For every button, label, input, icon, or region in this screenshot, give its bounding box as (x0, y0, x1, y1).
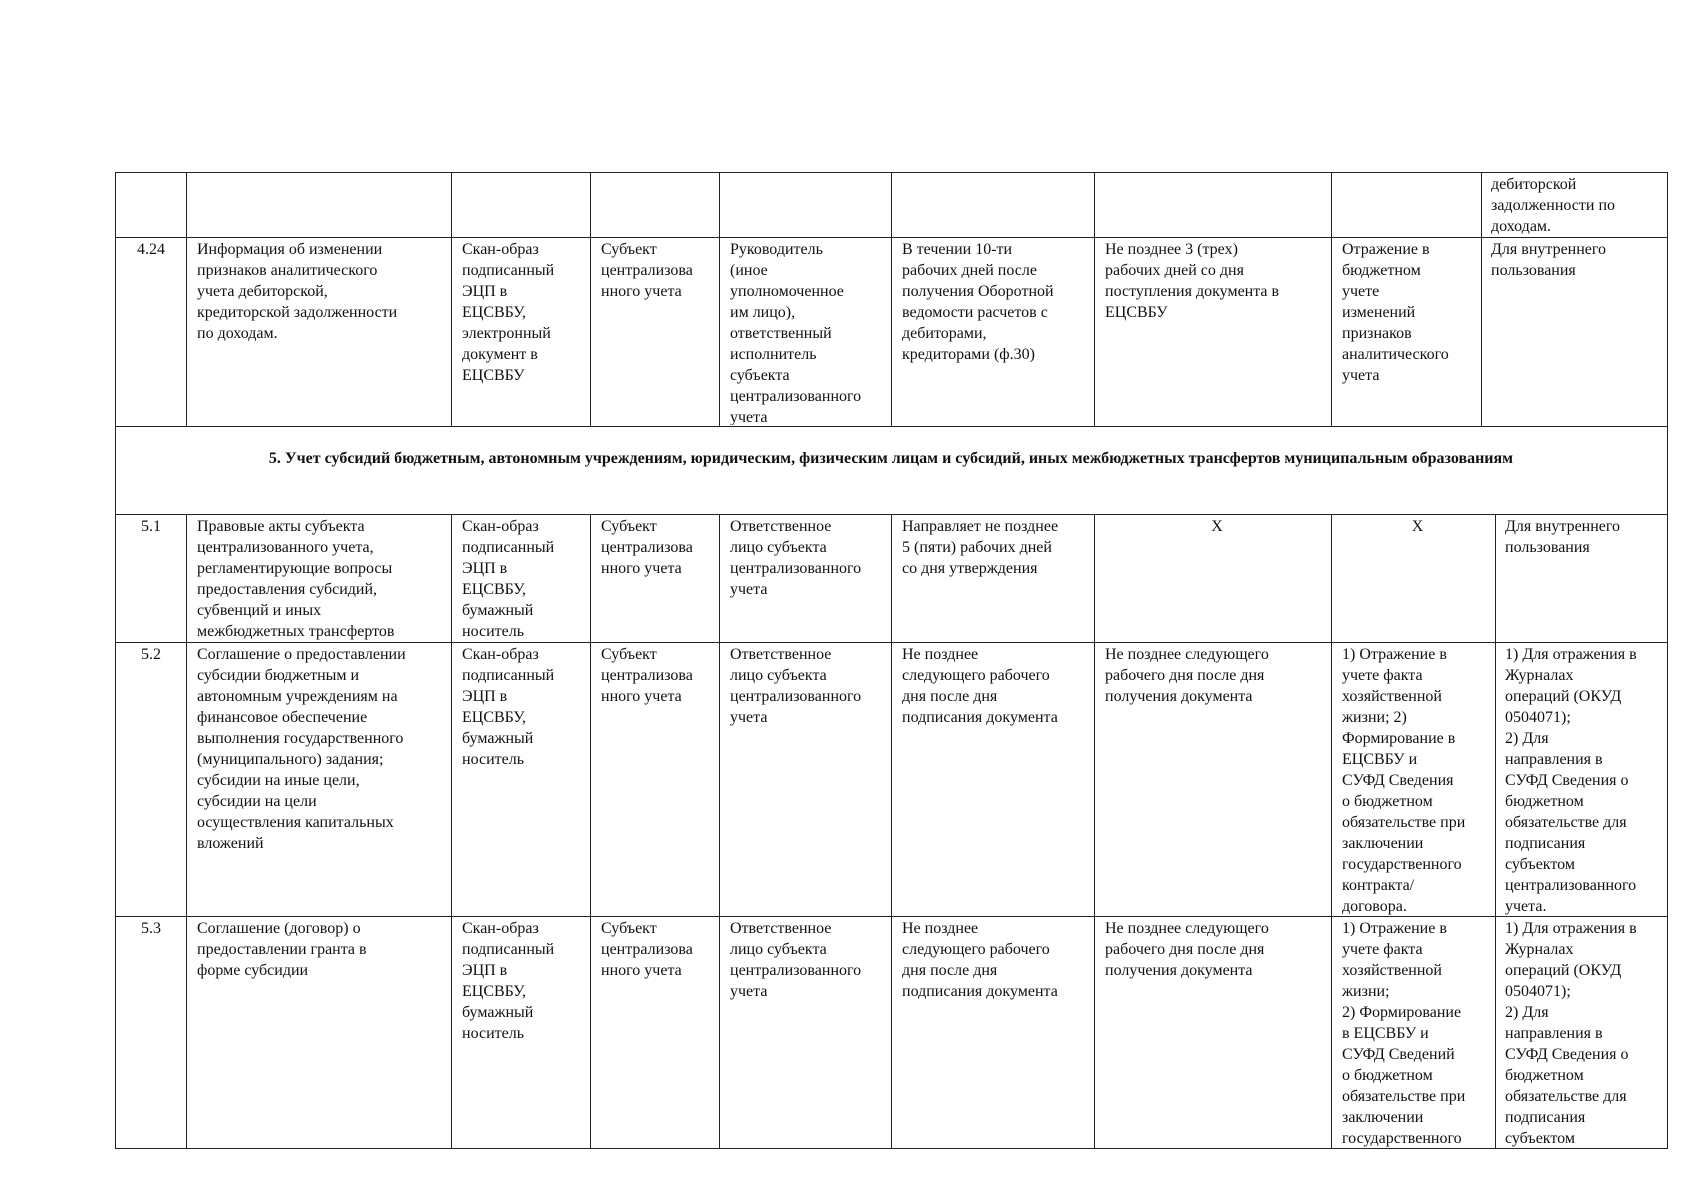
col-divider (891, 172, 892, 426)
cell-424-processing: Не позднее 3 (трех) рабочих дней со дня поступления документа в ЕЦСВБУ (1105, 241, 1280, 321)
col-divider (1481, 172, 1482, 426)
cell-424-number: 4.24 (137, 241, 165, 258)
cell-424-usage: Для внутреннего пользования (1491, 241, 1607, 279)
col-divider (719, 514, 720, 1148)
cell-52-number: 5.2 (141, 646, 161, 663)
cell-52-creator: Субъект централизова нного учета (601, 646, 693, 705)
col-divider (451, 514, 452, 1148)
cell-53-creator: Субъект централизова нного учета (601, 920, 693, 979)
cell-53-responsible: Ответственное лицо субъекта централизованного учета (730, 920, 862, 1000)
col-divider (719, 172, 720, 426)
cell-424-name: Информация об изменении признаков аналитического учета дебиторской, кредиторской задолженности по доходам. (197, 241, 398, 342)
cell-51-processing: X (1211, 518, 1223, 535)
cell-51-creator: Субъект централизова нного учета (601, 518, 693, 577)
cell-424-deadline: В течении 10-ти рабочих дней после получения Оборотной ведомости расчетов с дебиторами, кредиторами (ф.30) (902, 241, 1054, 363)
col-divider (891, 514, 892, 1148)
cell-424-form: Скан-образ подписанный ЭЦП в ЕЦСВБУ, электронный документ в ЕЦСВБУ (462, 241, 555, 384)
cell-52-responsible: Ответственное лицо субъекта централизованного учета (730, 646, 862, 726)
cell-51-deadline: Направляет не позднее 5 (пяти) рабочих дней со дня утверждения (902, 518, 1059, 577)
col-divider (186, 172, 187, 426)
cell-53-number: 5.3 (141, 920, 161, 937)
cell-51-usage: Для внутреннего пользования (1505, 518, 1621, 556)
cell-53-deadline: Не позднее следующего рабочего дня после дня подписания документа (902, 920, 1058, 1000)
cell-53-processing: Не позднее следующего рабочего дня после дня получения документа (1105, 920, 1269, 979)
col-divider (1331, 172, 1332, 426)
cell-53-form: Скан-образ подписанный ЭЦП в ЕЦСВБУ, бумажный носитель (462, 920, 555, 1042)
col-divider (1331, 514, 1332, 1148)
cell-51-purpose: X (1411, 518, 1424, 535)
table-border-bottom (115, 1148, 1668, 1149)
col-divider (1094, 172, 1095, 426)
cell-52-form: Скан-образ подписанный ЭЦП в ЕЦСВБУ, бумажный носитель (462, 646, 555, 768)
col-divider (590, 514, 591, 1148)
cell-51-number: 5.1 (141, 518, 161, 535)
cell-424-responsible: Руководитель (иное уполномоченное им лицо), ответственный исполнитель субъекта централизованного учета (730, 241, 862, 425)
cell-53-usage: 1) Для отражения в Журналах операций (ОКУД 0504071); 2) Для направления в СУФД Сведения о бюджетном обязательстве для подписания субъектом (1505, 920, 1637, 1147)
col-divider (590, 172, 591, 426)
col-divider (186, 514, 187, 1148)
cell-52-processing: Не позднее следующего рабочего дня после дня получения документа (1105, 646, 1269, 705)
table-border-right (1667, 172, 1668, 1149)
cell-51-form: Скан-образ подписанный ЭЦП в ЕЦСВБУ, бумажный носитель (462, 518, 555, 640)
col-divider (1094, 514, 1095, 1148)
cell-51-name: Правовые акты субъекта централизованного учета, регламентирующие вопросы предоставления субсидий, субвенций и иных межбюджетных трансфертов (197, 518, 395, 640)
col-divider (451, 172, 452, 426)
cell-53-purpose: 1) Отражение в учете факта хозяйственной жизни; 2) Формирование в ЕЦСВБУ и СУФД Сведений о бюджетном обязательстве при заключении государственного (1342, 920, 1466, 1147)
cell-52-name: Соглашение о предоставлении субсидии бюджетным и автономным учреждениям на финансовое обеспечение выполнения государственного (муниципального) задания; субсидии на иные цели, субсидии на цели осуществления капитальных вложений (197, 646, 406, 852)
cell-51-responsible: Ответственное лицо субъекта централизованного учета (730, 518, 862, 598)
section-5-title: 5. Учет субсидий бюджетным, автономным учреждениям, юридическим, физическим лицам и субсидий, иных межбюджетных трансфертов муниципальным образованиям (268, 450, 1514, 467)
cell-424-purpose: Отражение в бюджетном учете изменений признаков аналитического учета (1342, 241, 1449, 384)
col-divider (1495, 514, 1496, 1148)
cell-52-purpose: 1) Отражение в учете факта хозяйственной жизни; 2) Формирование в ЕЦСВБУ и СУФД Сведения о бюджетном обязательстве при заключении государственного контракта/ договора. (1342, 646, 1466, 915)
cell-424-creator: Субъект централизова нного учета (601, 241, 693, 300)
cell-53-name: Соглашение (договор) о предоставлении гранта в форме субсидии (197, 920, 367, 979)
cell-52-deadline: Не позднее следующего рабочего дня после дня подписания документа (902, 646, 1058, 726)
row-divider (115, 426, 1668, 427)
cell-top-c9: дебиторской задолженности по доходам. (1491, 176, 1616, 235)
cell-52-usage: 1) Для отражения в Журналах операций (ОКУД 0504071); 2) Для направления в СУФД Сведения о бюджетном обязательстве для подписания субъектом централизованного учета. (1505, 646, 1637, 915)
table-border-left (115, 172, 116, 1149)
